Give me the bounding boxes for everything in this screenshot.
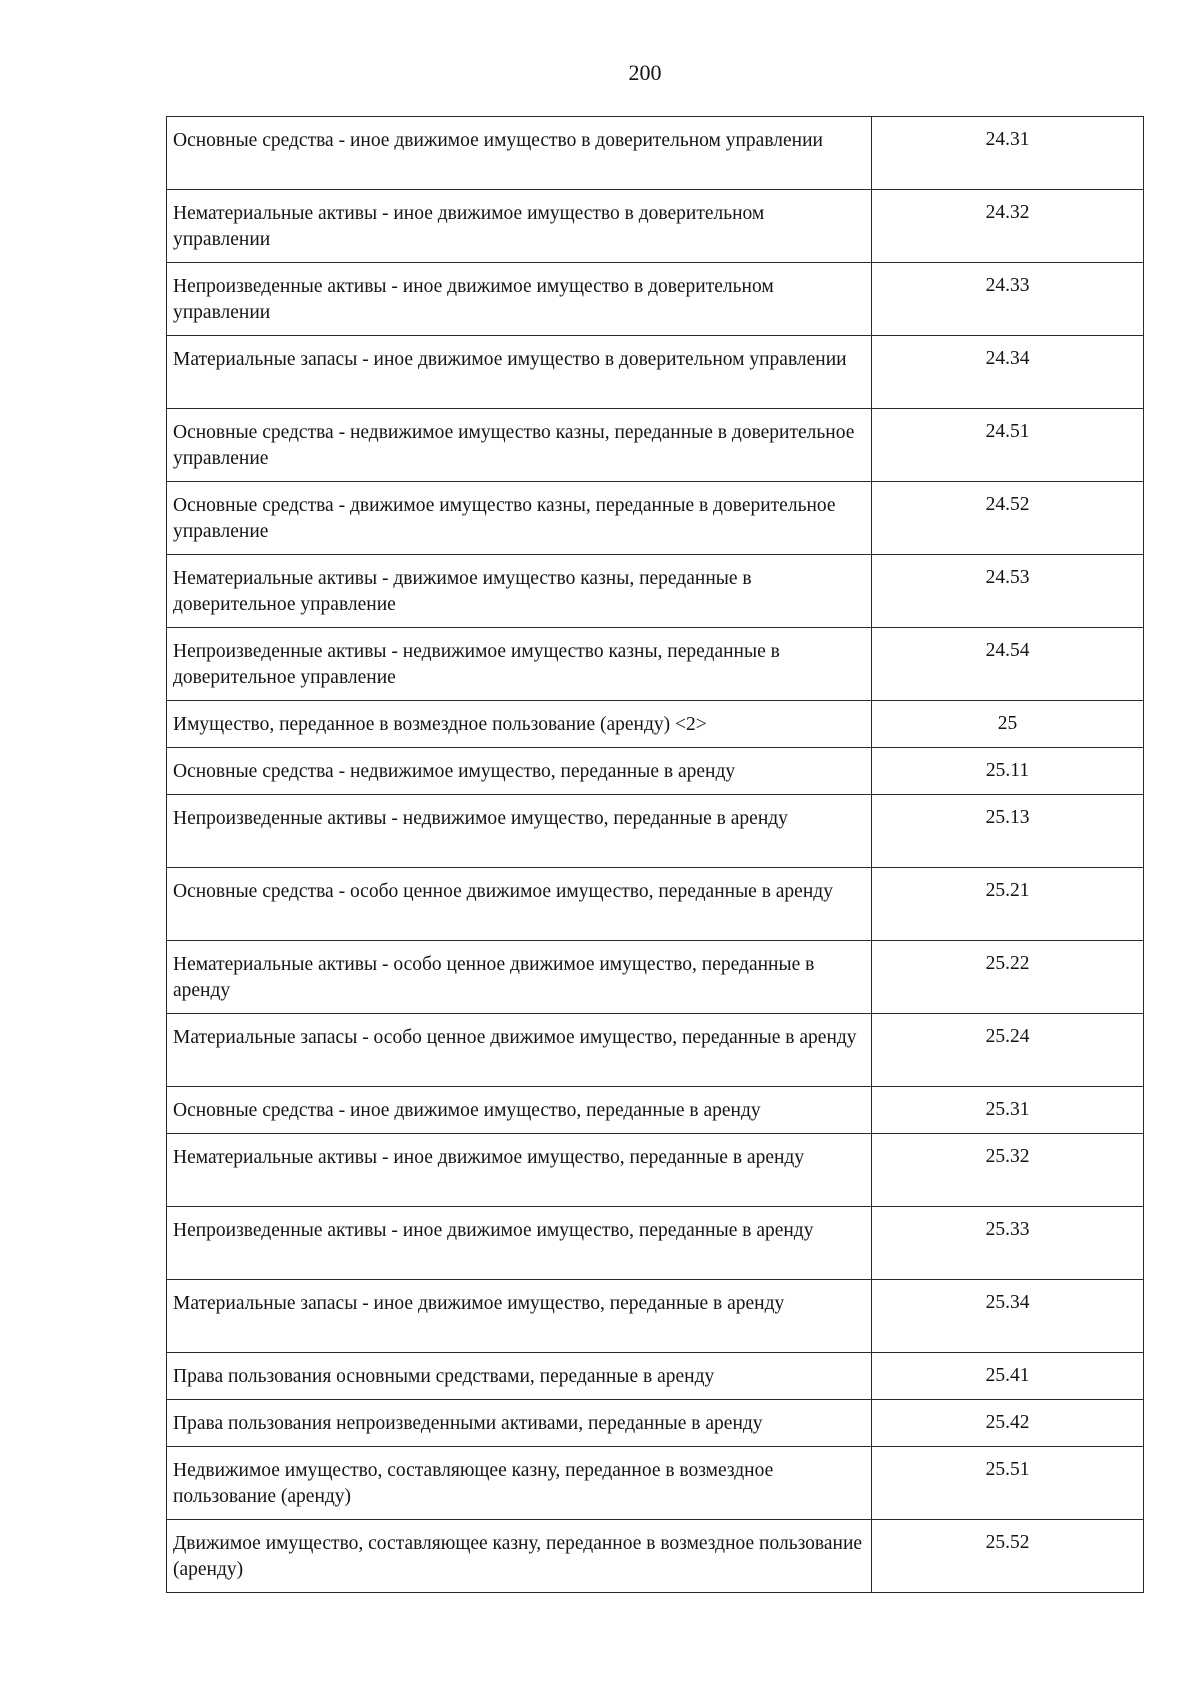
account-name: Нематериальные активы - иное движимое имущество, переданные в аренду <box>167 1134 872 1207</box>
table-row <box>167 190 1144 263</box>
account-name: Имущество, переданное в возмездное пользование (аренду) <2> <box>167 701 872 748</box>
account-name: Основные средства - недвижимое имущество казны, переданные в доверительное управление <box>167 409 872 482</box>
table-row <box>167 941 1144 1014</box>
table-row <box>167 701 1144 748</box>
table-row <box>167 748 1144 795</box>
table-row <box>167 409 1144 482</box>
account-code: 24.54 <box>872 628 1144 701</box>
account-name: Основные средства - движимое имущество казны, переданные в доверительное управление <box>167 482 872 555</box>
table-row <box>167 628 1144 701</box>
account-code: 25.13 <box>872 795 1144 868</box>
account-code: 24.32 <box>872 190 1144 263</box>
table-row <box>167 117 1144 190</box>
account-code: 25.51 <box>872 1447 1144 1520</box>
table-row <box>167 263 1144 336</box>
account-name: Основные средства - недвижимое имущество, переданные в аренду <box>167 748 872 795</box>
account-name: Основные средства - особо ценное движимое имущество, переданные в аренду <box>167 868 872 941</box>
account-name: Материальные запасы - иное движимое имущество, переданные в аренду <box>167 1280 872 1353</box>
table-row <box>167 1207 1144 1280</box>
account-name: Непроизведенные активы - недвижимое имущество казны, переданные в доверительное управление <box>167 628 872 701</box>
table-row <box>167 1447 1144 1520</box>
account-code: 25.52 <box>872 1520 1144 1593</box>
account-name: Материальные запасы - особо ценное движимое имущество, переданные в аренду <box>167 1014 872 1087</box>
table-row <box>167 1087 1144 1134</box>
account-name: Недвижимое имущество, составляющее казну, переданное в возмездное пользование (аренду) <box>167 1447 872 1520</box>
account-name: Права пользования основными средствами, переданные в аренду <box>167 1353 872 1400</box>
account-name: Движимое имущество, составляющее казну, переданное в возмездное пользование (аренду) <box>167 1520 872 1593</box>
account-name: Непроизведенные активы - иное движимое имущество, переданные в аренду <box>167 1207 872 1280</box>
accounts-table-body <box>167 117 1144 1593</box>
table-row <box>167 482 1144 555</box>
account-code: 25.33 <box>872 1207 1144 1280</box>
account-code: 25.34 <box>872 1280 1144 1353</box>
accounts-table <box>166 116 1144 1593</box>
account-name: Основные средства - иное движимое имущество, переданные в аренду <box>167 1087 872 1134</box>
account-code: 24.33 <box>872 263 1144 336</box>
account-name: Нематериальные активы - движимое имущество казны, переданные в доверительное управление <box>167 555 872 628</box>
account-code: 25.21 <box>872 868 1144 941</box>
account-code: 25 <box>872 701 1144 748</box>
account-name: Непроизведенные активы - недвижимое имущество, переданные в аренду <box>167 795 872 868</box>
account-name: Нематериальные активы - особо ценное движимое имущество, переданные в аренду <box>167 941 872 1014</box>
table-row <box>167 1014 1144 1087</box>
page-number: 200 <box>628 60 662 85</box>
table-row <box>167 1280 1144 1353</box>
account-code: 24.51 <box>872 409 1144 482</box>
account-name: Основные средства - иное движимое имущество в доверительном управлении <box>167 117 872 190</box>
table-row <box>167 555 1144 628</box>
account-code: 25.41 <box>872 1353 1144 1400</box>
account-code: 25.42 <box>872 1400 1144 1447</box>
table-row <box>167 795 1144 868</box>
account-code: 25.11 <box>872 748 1144 795</box>
table-row <box>167 336 1144 409</box>
table-row <box>167 1400 1144 1447</box>
account-name: Непроизведенные активы - иное движимое имущество в доверительном управлении <box>167 263 872 336</box>
account-name: Материальные запасы - иное движимое имущество в доверительном управлении <box>167 336 872 409</box>
account-code: 24.52 <box>872 482 1144 555</box>
table-row <box>167 1520 1144 1593</box>
table-row <box>167 868 1144 941</box>
account-code: 25.24 <box>872 1014 1144 1087</box>
table-row <box>167 1353 1144 1400</box>
account-code: 25.22 <box>872 941 1144 1014</box>
account-name: Нематериальные активы - иное движимое имущество в доверительном управлении <box>167 190 872 263</box>
account-code: 24.34 <box>872 336 1144 409</box>
table-row <box>167 1134 1144 1207</box>
account-code: 24.31 <box>872 117 1144 190</box>
account-code: 25.31 <box>872 1087 1144 1134</box>
account-name: Права пользования непроизведенными активами, переданные в аренду <box>167 1400 872 1447</box>
account-code: 24.53 <box>872 555 1144 628</box>
account-code: 25.32 <box>872 1134 1144 1207</box>
